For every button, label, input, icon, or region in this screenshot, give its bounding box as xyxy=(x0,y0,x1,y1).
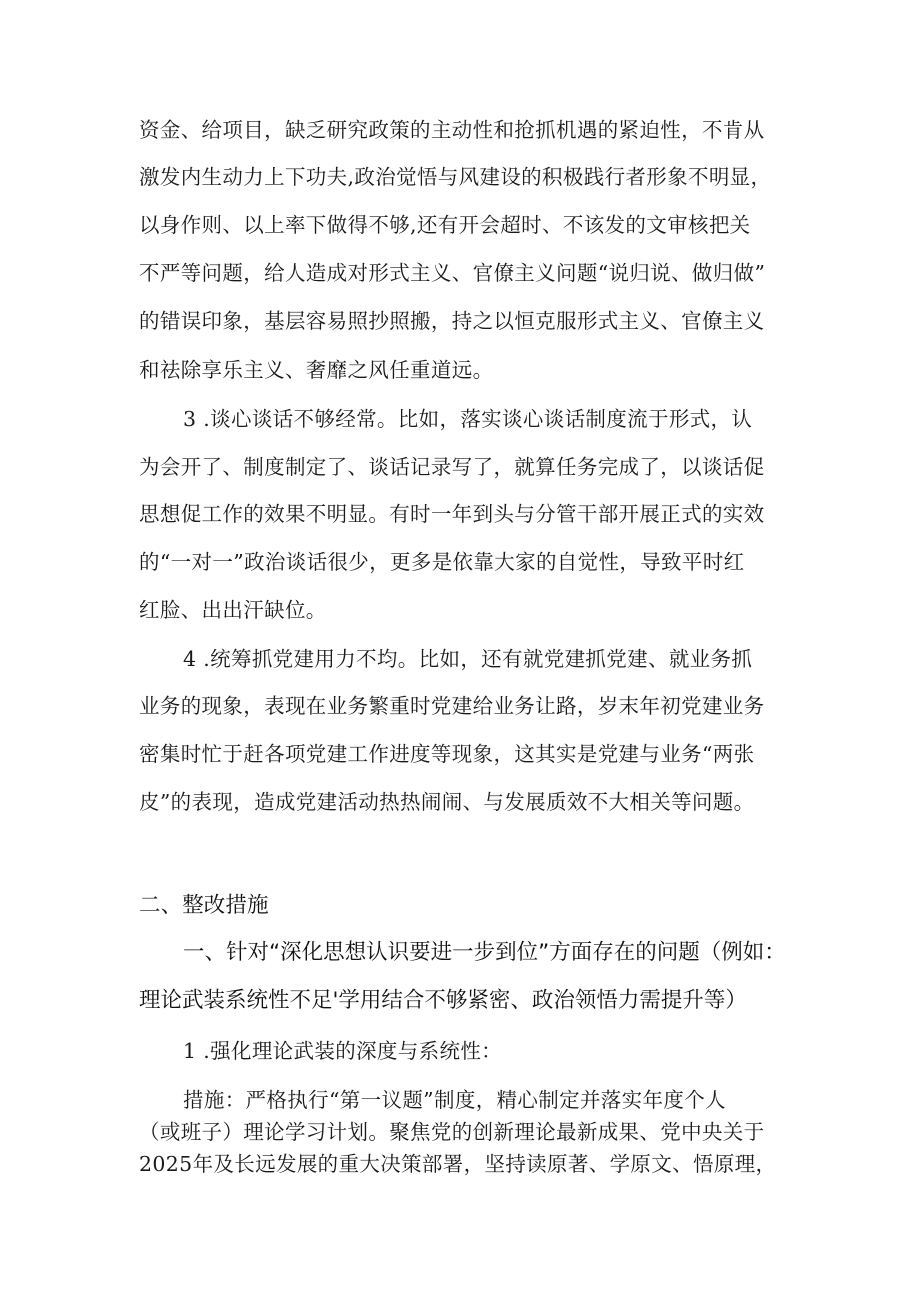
paragraph-line: 激发内生动力上下功夫,政治觉悟与风建设的积极践行者形象不明显， xyxy=(139,165,772,189)
measure-line: （或班子）理论学习计划。聚焦党的创新理论最新成果、党中央关于 xyxy=(139,1120,765,1144)
paragraph-line: 资金、给项目，缺乏研究政策的主动性和抢抓机遇的紧迫性，不肯从 xyxy=(139,118,765,142)
subheading-line: 理论武装系统性不足'学用结合不够紧密、政治领悟力需提升等） xyxy=(139,988,747,1013)
item-4-line: 密集时忙于赶各项党建工作进度等现象，这其实是党建与业务“两张 xyxy=(139,742,755,766)
item-4-line: 业务的现象，表现在业务繁重时党建给业务让路，岁末年初党建业务 xyxy=(139,694,765,718)
paragraph-line: 的错误印象，基层容易照抄照搬，持之以恒克服形式主义、官僚主义 xyxy=(139,309,765,333)
item-3-line: 为会开了、制度制定了、谈话记录写了，就算任务完成了，以谈话促 xyxy=(139,455,765,479)
paragraph-line: 以身作则、以上率下做得不够,还有开会超时、不该发的文审核把关 xyxy=(139,213,751,237)
item-3-line: 的“一对一”政治谈话很少，更多是依靠大家的自觉性，导致平时红 xyxy=(139,550,745,574)
item-4-line: 4 .统筹抓党建用力不均。比如，还有就党建抓党建、就业务抓 xyxy=(183,647,753,671)
measure-line: 措施：严格执行“第一议题”制度，精心制定并落实年度个人 xyxy=(183,1088,726,1112)
subheading-line: 一、针对“深化思想认识要进一步到位”方面存在的问题（例如： xyxy=(183,940,786,965)
paragraph-line: 和祛除享乐主义、奢靡之风任重道远。 xyxy=(139,358,494,382)
item-3-line: 3 .谈心谈话不够经常。比如，落实谈心谈话制度流于形式，认 xyxy=(183,407,753,431)
item-3-line: 红脸、出出汗缺位。 xyxy=(139,598,327,622)
paragraph-line: 不严等问题，给人造成对形式主义、官僚主义问题“说归说、做归做” xyxy=(139,261,766,285)
item-4-line: 皮”的表现，造成党建活动热热闹闹、与发展质效不大相关等问题。 xyxy=(139,790,755,814)
item-3-line: 思想促工作的效果不明显。有时一年到头与分管干部开展正式的实效 xyxy=(139,502,765,526)
measure-title: 1 .强化理论武装的深度与系统性： xyxy=(183,1039,503,1063)
section-heading: 二、整改措施 xyxy=(139,893,269,918)
measure-line: 2025年及长远发展的重大决策部署，坚持读原著、学原文、悟原理， xyxy=(139,1152,777,1176)
